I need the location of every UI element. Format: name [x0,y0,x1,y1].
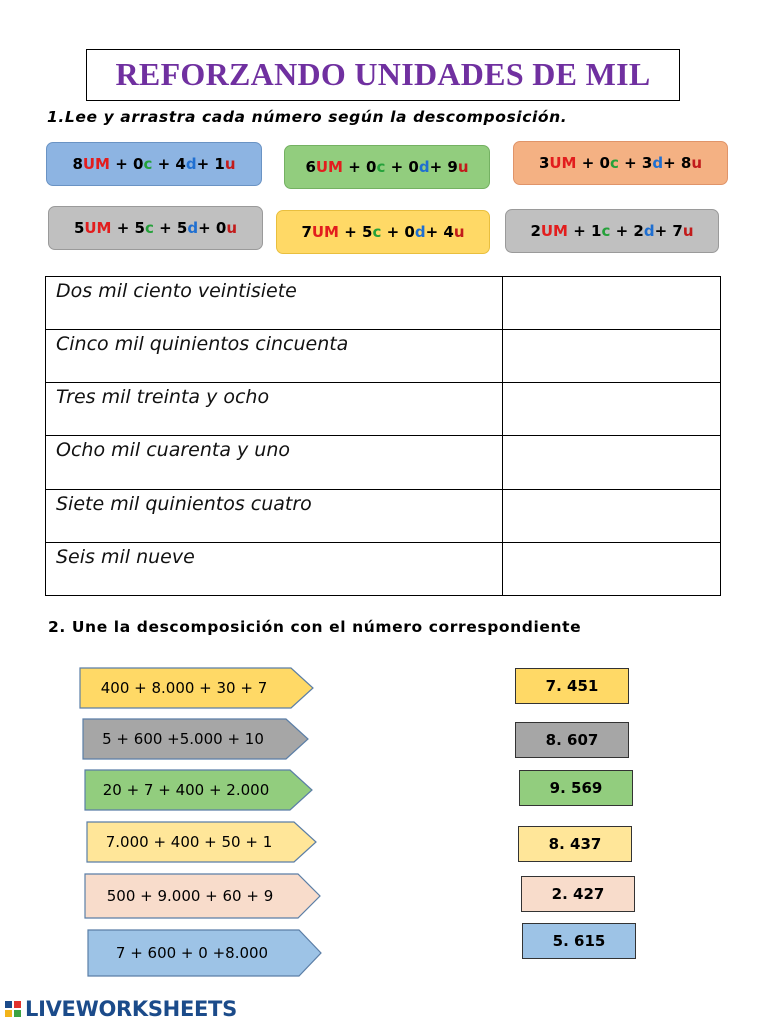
chip-u-label: u [457,158,469,176]
number-box-2[interactable] [515,722,629,758]
number-words: Siete mil quinientos cuatro [46,489,503,542]
chip-d-label: d [643,222,655,240]
number-words: Tres mil treinta y ocho [46,383,503,436]
chip-plus: + [386,223,400,241]
match-arrow-4[interactable] [86,821,318,863]
chip-c-value: 0 [366,158,377,176]
chip-um-value: 8 [72,155,83,173]
table-row [46,542,721,595]
chip-c-label: c [372,223,382,241]
arrow-label: 400 + 8.000 + 30 + 7 [100,679,268,697]
chip-d-label: d [418,158,430,176]
footer [5,997,237,1021]
chip-plus: + [157,155,171,173]
number-value: 8. 437 [548,835,602,853]
drag-chip-2[interactable] [284,145,490,189]
arrow-label: 7 + 600 + 0 +8.000 [115,944,269,962]
chip-plus: + [429,158,443,176]
drop-target[interactable] [502,277,720,330]
chip-um-label: UM [315,158,343,176]
chip-c-label: c [376,158,386,176]
chip-u-value: 9 [447,158,458,176]
arrow-label: 20 + 7 + 400 + 2.000 [102,781,270,799]
title-box [86,49,680,101]
chip-d-label: d [185,155,197,173]
instruction-1: 1.Lee y arrastra cada número según la descomposición. [47,108,568,126]
chip-plus: + [573,222,586,240]
chip-u-label: u [224,155,236,173]
drop-target[interactable] [502,542,720,595]
chip-plus: + [115,155,128,173]
chip-u-label: u [226,219,238,237]
chip-c-value: 5 [134,219,145,237]
chip-d-value: 0 [404,223,415,241]
chip-plus: + [654,222,668,240]
drop-target[interactable] [502,383,720,436]
drag-chip-5[interactable] [276,210,490,254]
chip-plus: + [196,155,210,173]
chip-um-value: 3 [538,154,550,172]
chip-u-value: 1 [214,155,225,173]
drop-target[interactable] [502,330,720,383]
chip-d-value: 5 [176,219,188,237]
number-box-5[interactable] [521,876,635,912]
match-arrow-1[interactable] [79,667,315,709]
chip-plus: + [159,219,172,237]
chip-um-value: 5 [73,219,85,237]
chip-plus: + [581,154,595,172]
drag-chip-6[interactable] [505,209,719,253]
number-value: 8. 607 [545,731,599,749]
match-arrow-5[interactable] [84,873,322,919]
table-row [46,277,721,330]
table-row [46,436,721,489]
chip-c-label: c [601,222,611,240]
chip-plus: + [348,158,361,176]
number-box-6[interactable] [522,923,636,959]
chip-u-value: 7 [672,222,683,240]
number-value: 7. 451 [545,677,599,695]
chip-c-value: 0 [599,154,610,172]
chip-um-label: UM [540,222,568,240]
table-row [46,330,721,383]
number-words: Seis mil nueve [46,542,503,595]
chip-c-label: c [609,154,619,172]
chip-u-label: u [453,223,465,241]
chip-c-value: 0 [133,155,144,173]
chip-um-label: UM [84,219,112,237]
chip-u-value: 8 [680,154,692,172]
chip-d-label: d [187,219,199,237]
chip-d-label: d [652,154,664,172]
chip-d-value: 2 [633,222,644,240]
chip-u-label: u [682,222,694,240]
drag-chip-4[interactable] [48,206,263,250]
match-arrow-6[interactable] [87,929,323,977]
drag-chip-1[interactable] [46,142,262,186]
chip-um-label: UM [82,155,110,173]
number-words: Ocho mil cuarenta y uno [46,436,503,489]
chip-um-value: 6 [305,158,316,176]
chip-u-value: 4 [443,223,454,241]
chip-um-label: UM [311,223,339,241]
table-row [46,489,721,542]
instruction-2: 2. Une la descomposición con el número correspondiente [48,618,582,636]
chip-d-value: 4 [175,155,186,173]
number-box-1[interactable] [515,668,629,704]
arrow-label: 5 + 600 +5.000 + 10 [102,730,264,748]
number-box-3[interactable] [519,770,633,806]
chip-um-value: 2 [530,222,541,240]
chip-c-label: c [144,219,154,237]
chip-d-label: d [414,223,426,241]
number-words: Cinco mil quinientos cincuenta [46,330,503,383]
match-arrow-2[interactable] [82,718,310,760]
arrow-label: 7.000 + 400 + 50 + 1 [105,833,273,851]
chip-plus: + [116,219,130,237]
chip-plus: + [615,222,629,240]
chip-plus: + [624,154,637,172]
number-words-table [45,276,721,596]
number-words: Dos mil ciento veintisiete [46,277,503,330]
chip-um-label: UM [549,154,577,172]
chip-u-value: 0 [215,219,227,237]
page-title: REFORZANDO UNIDADES DE MIL [115,56,651,92]
chip-c-value: 5 [362,223,373,241]
chip-plus: + [663,154,676,172]
chip-um-value: 7 [301,223,312,241]
chip-plus: + [390,158,404,176]
liveworksheets-logo-icon [5,1001,22,1018]
drop-target[interactable] [502,489,720,542]
table-row [46,383,721,436]
chip-c-value: 1 [591,222,602,240]
footer-brand: LIVEWORKSHEETS [25,997,237,1021]
arrow-label: 500 + 9.000 + 60 + 9 [106,887,274,905]
chip-u-label: u [691,154,703,172]
match-arrow-3[interactable] [84,769,314,811]
chip-plus: + [344,223,357,241]
chip-plus: + [425,223,439,241]
number-value: 5. 615 [552,932,606,950]
drop-target[interactable] [502,436,720,489]
chip-d-value: 0 [408,158,419,176]
number-value: 2. 427 [551,885,605,903]
chip-c-label: c [143,155,153,173]
number-value: 9. 569 [549,779,603,797]
drag-chip-3[interactable] [513,141,728,185]
chip-d-value: 3 [641,154,653,172]
chip-plus: + [198,219,211,237]
number-box-4[interactable] [518,826,632,862]
